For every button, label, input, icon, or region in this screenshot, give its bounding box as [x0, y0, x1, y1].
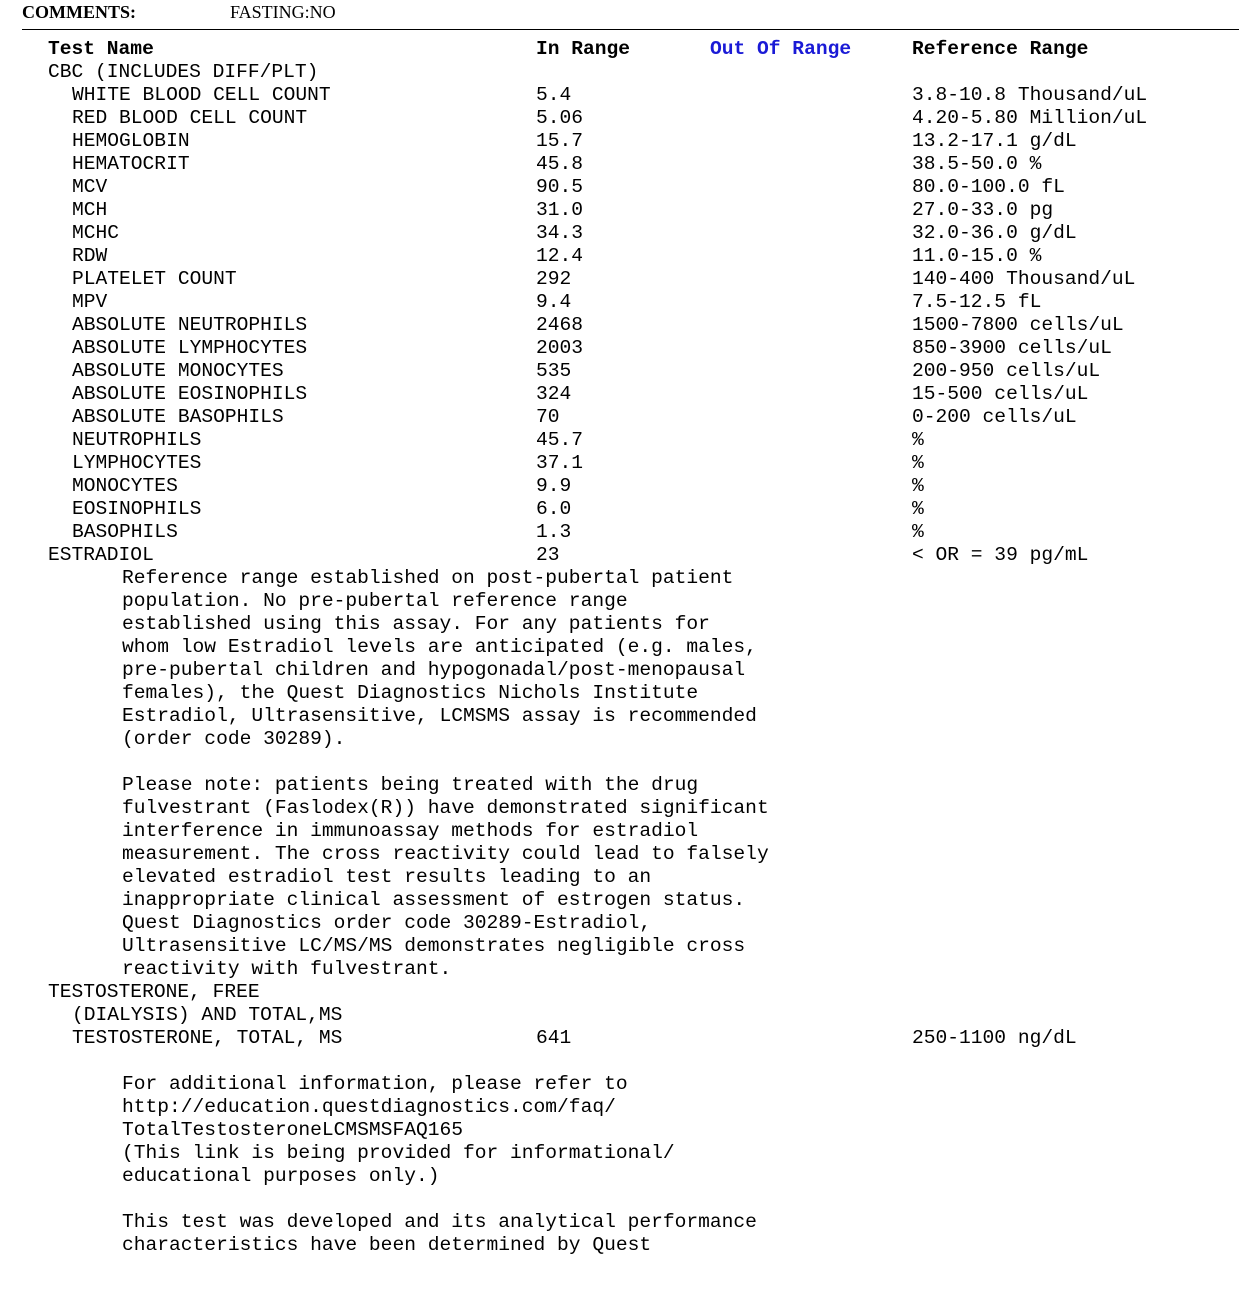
header-divider [22, 29, 1239, 30]
test-name: HEMOGLOBIN [72, 130, 190, 152]
note-text: (order code 30289). [122, 728, 346, 750]
note-line [0, 705, 1239, 728]
table-row [0, 222, 1239, 245]
note-text: characteristics have been determined by Quest [122, 1234, 652, 1256]
in-range-value: 535 [536, 360, 572, 382]
reference-range: 32.0-36.0 g/dL [912, 222, 1077, 244]
test-name-header: Test Name [48, 38, 154, 60]
table-row [0, 360, 1239, 383]
reference-range: 11.0-15.0 % [912, 245, 1042, 267]
in-range-value: 2003 [536, 337, 584, 359]
table-row [0, 245, 1239, 268]
reference-range: 0-200 cells/uL [912, 406, 1077, 428]
note-line [0, 1165, 1239, 1188]
test-name: HEMATOCRIT [72, 153, 190, 175]
test-name: MONOCYTES [72, 475, 178, 497]
test-name: MCH [72, 199, 108, 221]
note-text: Please note: patients being treated with the drug [122, 774, 699, 796]
reference-range: 80.0-100.0 fL [912, 176, 1065, 198]
table-row [0, 452, 1239, 475]
table-row [0, 1027, 1239, 1050]
reference-range: % [912, 475, 924, 497]
note-text: measurement. The cross reactivity could lead to falsely [122, 843, 769, 865]
test-name: ABSOLUTE LYMPHOCYTES [72, 337, 308, 359]
table-row [0, 475, 1239, 498]
in-range-value: 15.7 [536, 130, 584, 152]
table-row [0, 521, 1239, 544]
note-text: educational purposes only.) [122, 1165, 440, 1187]
note-line [0, 797, 1239, 820]
note-text: TotalTestosteroneLCMSMSFAQ165 [122, 1119, 463, 1141]
in-range-value: 1.3 [536, 521, 572, 543]
table-row [0, 429, 1239, 452]
note-line [0, 958, 1239, 981]
note-text: pre-pubertal children and hypogonadal/post-menopausal [122, 659, 746, 681]
in-range-value: 37.1 [536, 452, 584, 474]
test-name: BASOPHILS [72, 521, 178, 543]
note-text: For additional information, please refer to [122, 1073, 628, 1095]
test-name: LYMPHOCYTES [72, 452, 202, 474]
note-text: reactivity with fulvestrant. [122, 958, 452, 980]
note-line [0, 866, 1239, 889]
test-name: ABSOLUTE MONOCYTES [72, 360, 284, 382]
test-name: ABSOLUTE NEUTROPHILS [72, 314, 308, 336]
note-line [0, 659, 1239, 682]
table-row [0, 176, 1239, 199]
test-name: MPV [72, 291, 108, 313]
reference-range: 200-950 cells/uL [912, 360, 1101, 382]
panel-title: TESTOSTERONE, FREE [48, 981, 260, 1003]
note-line [0, 935, 1239, 958]
test-name: TESTOSTERONE, TOTAL, MS [72, 1027, 343, 1049]
table-row [0, 199, 1239, 222]
test-name: RDW [72, 245, 108, 267]
comments-label: COMMENTS: [22, 2, 136, 22]
note-line [0, 774, 1239, 797]
note-text: (This link is being provided for informational/ [122, 1142, 675, 1164]
in-range-value: 6.0 [536, 498, 572, 520]
reference-range: < OR = 39 pg/mL [912, 544, 1089, 566]
note-text: females), the Quest Diagnostics Nichols Institute [122, 682, 699, 704]
panel-title-row [0, 61, 1239, 84]
in-range-value: 9.9 [536, 475, 572, 497]
note-line [0, 1096, 1239, 1119]
out-of-range-header: Out Of Range [710, 38, 852, 60]
note-line [0, 820, 1239, 843]
note-text: Estradiol, Ultrasensitive, LCMSMS assay is recommended [122, 705, 757, 727]
reference-range: 13.2-17.1 g/dL [912, 130, 1077, 152]
note-text: This test was developed and its analytical performance [122, 1211, 757, 1233]
results-body [0, 61, 1239, 1257]
in-range-value: 641 [536, 1027, 572, 1049]
table-row [0, 544, 1239, 567]
note-line [0, 1142, 1239, 1165]
test-name: NEUTROPHILS [72, 429, 202, 451]
reference-range: 27.0-33.0 pg [912, 199, 1054, 221]
reference-range: 140-400 Thousand/uL [912, 268, 1136, 290]
reference-range: % [912, 429, 924, 451]
note-line [0, 889, 1239, 912]
in-range-value: 45.7 [536, 429, 584, 451]
note-line [0, 682, 1239, 705]
note-text: established using this assay. For any patients for [122, 613, 710, 635]
test-name: PLATELET COUNT [72, 268, 237, 290]
note-text: http://education.questdiagnostics.com/faq/ [122, 1096, 616, 1118]
in-range-value: 34.3 [536, 222, 584, 244]
test-name: MCV [72, 176, 108, 198]
table-row [0, 107, 1239, 130]
blank-line [0, 751, 1239, 774]
in-range-header: In Range [536, 38, 631, 60]
reference-range: 15-500 cells/uL [912, 383, 1089, 405]
note-line [0, 636, 1239, 659]
blank-line [0, 1188, 1239, 1211]
reference-range: 4.20-5.80 Million/uL [912, 107, 1148, 129]
table-row [0, 383, 1239, 406]
test-name: ABSOLUTE EOSINOPHILS [72, 383, 308, 405]
in-range-value: 70 [536, 406, 560, 428]
note-line [0, 567, 1239, 590]
note-text: inappropriate clinical assessment of estrogen status. [122, 889, 746, 911]
note-text: Reference range established on post-pubertal patient [122, 567, 734, 589]
note-line [0, 613, 1239, 636]
note-line [0, 912, 1239, 935]
reference-range: 3.8-10.8 Thousand/uL [912, 84, 1148, 106]
note-line [0, 1073, 1239, 1096]
note-text: whom low Estradiol levels are anticipated (e.g. males, [122, 636, 757, 658]
reference-range: 1500-7800 cells/uL [912, 314, 1124, 336]
reference-range-header: Reference Range [912, 38, 1089, 60]
note-line [0, 843, 1239, 866]
in-range-value: 9.4 [536, 291, 572, 313]
test-name: MCHC [72, 222, 120, 244]
in-range-value: 31.0 [536, 199, 584, 221]
in-range-value: 45.8 [536, 153, 584, 175]
panel-subtitle: (DIALYSIS) AND TOTAL,MS [72, 1004, 343, 1026]
in-range-value: 23 [536, 544, 560, 566]
panel-title: CBC (INCLUDES DIFF/PLT) [48, 61, 319, 83]
test-name: RED BLOOD CELL COUNT [72, 107, 308, 129]
note-text: Quest Diagnostics order code 30289-Estradiol, [122, 912, 652, 934]
note-text: elevated estradiol test results leading to an [122, 866, 652, 888]
table-row [0, 314, 1239, 337]
test-name: ABSOLUTE BASOPHILS [72, 406, 284, 428]
table-row [0, 337, 1239, 360]
reference-range: 38.5-50.0 % [912, 153, 1042, 175]
note-text: fulvestrant (Faslodex(R)) have demonstrated significant [122, 797, 769, 819]
test-name: ESTRADIOL [48, 544, 154, 566]
table-row [0, 406, 1239, 429]
table-row [0, 268, 1239, 291]
test-name: WHITE BLOOD CELL COUNT [72, 84, 331, 106]
panel-title-row [0, 981, 1239, 1004]
reference-range: 250-1100 ng/dL [912, 1027, 1077, 1049]
note-text: interference in immunoassay methods for estradiol [122, 820, 699, 842]
note-line [0, 728, 1239, 751]
in-range-value: 2468 [536, 314, 584, 336]
reference-range: 850-3900 cells/uL [912, 337, 1112, 359]
note-line [0, 590, 1239, 613]
reference-range: % [912, 498, 924, 520]
panel-title-row [0, 1004, 1239, 1027]
note-line [0, 1211, 1239, 1234]
comments-value: FASTING:NO [230, 2, 336, 22]
reference-range: % [912, 521, 924, 543]
in-range-value: 292 [536, 268, 572, 290]
note-line [0, 1119, 1239, 1142]
blank-line [0, 1050, 1239, 1073]
table-row [0, 153, 1239, 176]
table-row [0, 130, 1239, 153]
table-row [0, 84, 1239, 107]
in-range-value: 90.5 [536, 176, 584, 198]
test-name: EOSINOPHILS [72, 498, 202, 520]
in-range-value: 5.4 [536, 84, 572, 106]
reference-range: 7.5-12.5 fL [912, 291, 1042, 313]
results-table-header [0, 38, 1239, 61]
in-range-value: 12.4 [536, 245, 584, 267]
in-range-value: 324 [536, 383, 572, 405]
note-text: population. No pre-pubertal reference range [122, 590, 628, 612]
note-text: Ultrasensitive LC/MS/MS demonstrates negligible cross [122, 935, 746, 957]
reference-range: % [912, 452, 924, 474]
in-range-value: 5.06 [536, 107, 584, 129]
table-row [0, 291, 1239, 314]
note-line [0, 1234, 1239, 1257]
table-row [0, 498, 1239, 521]
